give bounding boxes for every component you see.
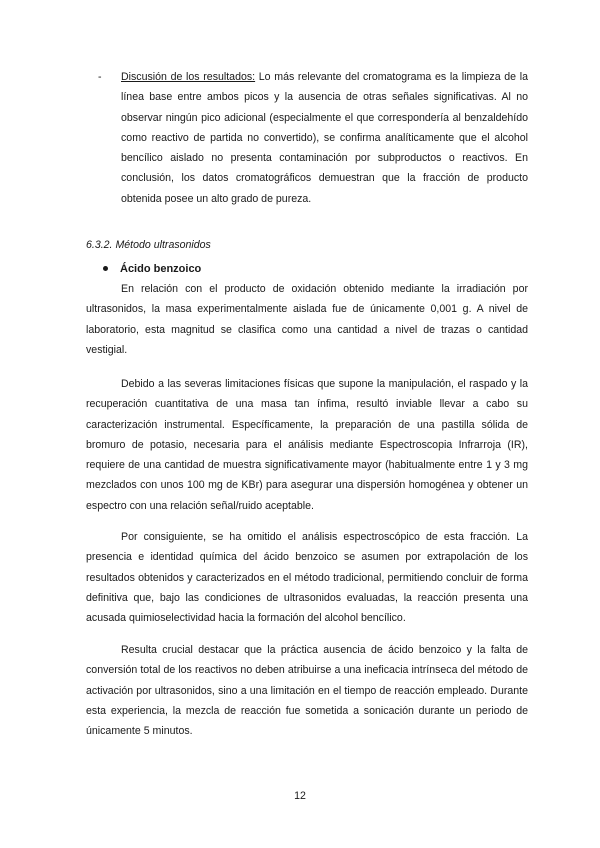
paragraph-3: Por consiguiente, se ha omitido el análisis espectroscópico de esta fracción. La presencia e identidad química del ácido benzoico se asumen por extrapolación de los resultados obtenidos y caracterizados en el método tradicional, permitiendo concluir de forma definitiva que, bajo las condiciones de ultrasonidos evaluadas, la reacción presenta una acusada quimioselectividad hacia la formación del alcohol bencílico. <box>86 531 528 625</box>
bullet-heading-label: Ácido benzoico <box>120 263 202 275</box>
discussion-label: Discusión de los resultados: <box>121 71 256 83</box>
discussion-text: Lo más relevante del cromatograma es la limpieza de la línea base entre ambos picos y la ausencia de otras señales significativas. Al no observar ningún pico adicional (especialmente el que correspondería al benzaldehído como reactivo de partida no convertido), se confirma analíticamente que el alcohol bencílico aislado no presenta contaminación por subproductos o reactivos. En conclusión, los datos cromatográficos demuestran que la fracción de producto obtenida posee un alto grado de pureza. <box>121 71 528 205</box>
discussion-results-item <box>121 67 528 209</box>
paragraph-4: Resulta crucial destacar que la práctica ausencia de ácido benzoico y la falta de conversión total de los reactivos no deben atribuirse a una ineficacia intrínseca del método de activación por ultrasonidos, sino a una limitación en el tiempo de reacción empleado. Durante esta experiencia, la mezcla de reacción fue sometida a sonicación durante un periodo de únicamente 5 minutos. <box>86 644 528 738</box>
bullet-heading <box>103 260 201 278</box>
paragraph-2: Debido a las severas limitaciones físicas que supone la manipulación, el raspado y la recuperación cuantitativa de una masa tan ínfima, resultó inviable llevar a cabo su caracterización instrumental. Específicamente, la preparación de una pastilla sólida de bromuro de potasio, necesaria para el análisis mediante Espectroscopia Infrarroja (IR), requiere de una cantidad de muestra significativamente mayor (habitualmente entre 1 y 3 mg mezclados con unos 100 mg de KBr) para asegurar una dispersión homogénea y obtener un espectro con una relación señal/ruido aceptable. <box>86 378 528 512</box>
list-dash: - <box>98 71 102 83</box>
page-number: 12 <box>294 790 306 802</box>
paragraph-1: En relación con el producto de oxidación obtenido mediante la irradiación por ultrasonidos, la masa experimentalmente aislada fue de únicamente 0,001 g. A nivel de laboratorio, esta magnitud se clasifica como una cantidad a nivel de trazas o cantidad vestigial. <box>86 283 528 356</box>
bullet-dot-icon <box>103 266 108 271</box>
subsection-title: 6.3.2. Método ultrasonidos <box>86 239 211 251</box>
